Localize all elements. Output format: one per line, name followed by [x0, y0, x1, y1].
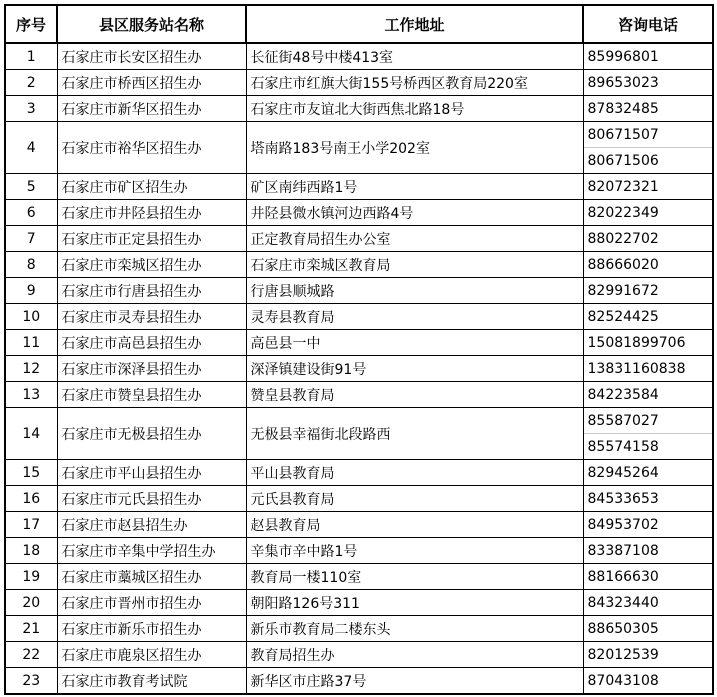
row-number: 15: [5, 460, 57, 486]
phone-number: 85587027: [583, 408, 713, 434]
work-address: 矿区南纬西路1号: [246, 174, 583, 200]
work-address: 教育局一楼110室: [246, 564, 583, 590]
table-row: [5, 642, 713, 668]
row-number: 7: [5, 226, 57, 252]
row-number: 19: [5, 564, 57, 590]
table-row: [5, 43, 713, 70]
work-address: 井陉县微水镇河边西路4号: [246, 200, 583, 226]
phone-number: 87832485: [583, 96, 713, 122]
row-number: 16: [5, 486, 57, 512]
station-name: 石家庄市教育考试院: [57, 668, 246, 695]
table-body: [5, 43, 713, 694]
work-address: 新乐市教育局二楼东头: [246, 616, 583, 642]
phone-number: 85574158: [583, 434, 713, 460]
work-address: 辛集市辛中路1号: [246, 538, 583, 564]
phone-number: 82022349: [583, 200, 713, 226]
station-name: 石家庄市灵寿县招生办: [57, 304, 246, 330]
station-name: 石家庄市深泽县招生办: [57, 356, 246, 382]
table-row: [5, 668, 713, 695]
phone-number: 84533653: [583, 486, 713, 512]
header-address: 工作地址: [246, 5, 583, 43]
station-name: 石家庄市辛集中学招生办: [57, 538, 246, 564]
row-number: 8: [5, 252, 57, 278]
row-number: 4: [5, 122, 57, 174]
station-name: 石家庄市新乐市招生办: [57, 616, 246, 642]
table-row: [5, 226, 713, 252]
work-address: 无极县幸福街北段路西: [246, 408, 583, 460]
station-name: 石家庄市平山县招生办: [57, 460, 246, 486]
row-number: 13: [5, 382, 57, 408]
work-address: 高邑县一中: [246, 330, 583, 356]
row-number: 1: [5, 43, 57, 70]
phone-number: 80671506: [583, 148, 713, 174]
phone-number: 88022702: [583, 226, 713, 252]
station-name: 石家庄市井陉县招生办: [57, 200, 246, 226]
station-name: 石家庄市无极县招生办: [57, 408, 246, 460]
station-name: 石家庄市桥西区招生办: [57, 70, 246, 96]
row-number: 6: [5, 200, 57, 226]
phone-number: 85996801: [583, 43, 713, 70]
table-row: [5, 408, 713, 434]
table-row: [5, 564, 713, 590]
station-name: 石家庄市藁城区招生办: [57, 564, 246, 590]
work-address: 教育局招生办: [246, 642, 583, 668]
phone-number: 84223584: [583, 382, 713, 408]
row-number: 9: [5, 278, 57, 304]
table-row: [5, 486, 713, 512]
work-address: 石家庄市红旗大街155号桥西区教育局220室: [246, 70, 583, 96]
station-name: 石家庄市赵县招生办: [57, 512, 246, 538]
phone-number: 82991672: [583, 278, 713, 304]
table-row: [5, 382, 713, 408]
station-name: 石家庄市栾城区招生办: [57, 252, 246, 278]
station-name: 石家庄市鹿泉区招生办: [57, 642, 246, 668]
row-number: 12: [5, 356, 57, 382]
work-address: 塔南路183号南王小学202室: [246, 122, 583, 174]
phone-number: 84953702: [583, 512, 713, 538]
table-row: [5, 460, 713, 486]
row-number: 18: [5, 538, 57, 564]
table-row: [5, 356, 713, 382]
table-row: [5, 200, 713, 226]
table-header-row: [5, 5, 713, 43]
station-name: 石家庄市赞皇县招生办: [57, 382, 246, 408]
station-name: 石家庄市正定县招生办: [57, 226, 246, 252]
phone-number: 82012539: [583, 642, 713, 668]
table-row: [5, 174, 713, 200]
work-address: 石家庄市栾城区教育局: [246, 252, 583, 278]
work-address: 正定教育局招生办公室: [246, 226, 583, 252]
station-name: 石家庄市晋州市招生办: [57, 590, 246, 616]
table-row: [5, 278, 713, 304]
work-address: 朝阳路126号311: [246, 590, 583, 616]
row-number: 5: [5, 174, 57, 200]
phone-number: 13831160838: [583, 356, 713, 382]
table-row: [5, 538, 713, 564]
table-row: [5, 512, 713, 538]
phone-number: 82524425: [583, 304, 713, 330]
phone-number: 83387108: [583, 538, 713, 564]
work-address: 石家庄市友谊北大街西焦北路18号: [246, 96, 583, 122]
row-number: 3: [5, 96, 57, 122]
row-number: 14: [5, 408, 57, 460]
table-row: [5, 330, 713, 356]
work-address: 行唐县顺城路: [246, 278, 583, 304]
phone-number: 82072321: [583, 174, 713, 200]
table-row: [5, 252, 713, 278]
phone-number: 88650305: [583, 616, 713, 642]
work-address: 平山县教育局: [246, 460, 583, 486]
table-row: [5, 70, 713, 96]
row-number: 10: [5, 304, 57, 330]
table-row: [5, 616, 713, 642]
work-address: 深泽镇建设街91号: [246, 356, 583, 382]
row-number: 2: [5, 70, 57, 96]
row-number: 17: [5, 512, 57, 538]
station-name: 石家庄市行唐县招生办: [57, 278, 246, 304]
table-row: [5, 122, 713, 148]
row-number: 22: [5, 642, 57, 668]
phone-number: 89653023: [583, 70, 713, 96]
phone-number: 80671507: [583, 122, 713, 148]
work-address: 赵县教育局: [246, 512, 583, 538]
header-phone: 咨询电话: [583, 5, 713, 43]
station-name: 石家庄市高邑县招生办: [57, 330, 246, 356]
work-address: 灵寿县教育局: [246, 304, 583, 330]
work-address: 长征街48号中楼413室: [246, 43, 583, 70]
work-address: 赞皇县教育局: [246, 382, 583, 408]
table-row: [5, 304, 713, 330]
work-address: 元氏县教育局: [246, 486, 583, 512]
row-number: 23: [5, 668, 57, 695]
table-row: [5, 590, 713, 616]
row-number: 20: [5, 590, 57, 616]
phone-number: 84323440: [583, 590, 713, 616]
work-address: 新华区市庄路37号: [246, 668, 583, 695]
header-number: 序号: [5, 5, 57, 43]
station-name: 石家庄市元氏县招生办: [57, 486, 246, 512]
phone-number: 88166630: [583, 564, 713, 590]
station-name: 石家庄市矿区招生办: [57, 174, 246, 200]
phone-number: 88666020: [583, 252, 713, 278]
phone-number: 82945264: [583, 460, 713, 486]
table-row: [5, 96, 713, 122]
row-number: 21: [5, 616, 57, 642]
station-name: 石家庄市新华区招生办: [57, 96, 246, 122]
service-station-table: [4, 4, 714, 695]
phone-number: 15081899706: [583, 330, 713, 356]
station-name: 石家庄市长安区招生办: [57, 43, 246, 70]
header-station-name: 县区服务站名称: [57, 5, 246, 43]
row-number: 11: [5, 330, 57, 356]
phone-number: 87043108: [583, 668, 713, 695]
station-name: 石家庄市裕华区招生办: [57, 122, 246, 174]
